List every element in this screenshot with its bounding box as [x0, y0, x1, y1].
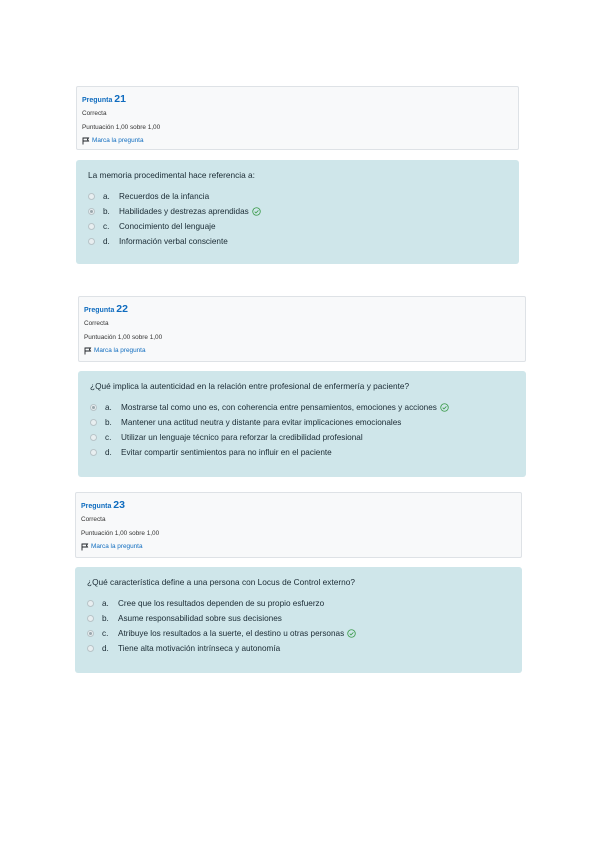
- answer-option[interactable]: [90, 400, 514, 415]
- answer-text: Habilidades y destrezas aprendidas: [119, 207, 249, 216]
- answer-option[interactable]: [87, 596, 510, 611]
- answer-letter: b.: [103, 207, 110, 216]
- answer-option[interactable]: [90, 445, 514, 460]
- answer-letter: d.: [103, 237, 110, 246]
- answer-letter: b.: [105, 418, 112, 427]
- answer-text: Información verbal consciente: [119, 237, 228, 246]
- question-grade: Puntuación 1,00 sobre 1,00: [82, 124, 161, 131]
- question-state: Correcta: [81, 516, 106, 523]
- answer-option[interactable]: [87, 626, 510, 641]
- radio-button[interactable]: [87, 600, 94, 607]
- question-info: [76, 86, 519, 150]
- answer-text: Mantener una actitud neutra y distante para evitar implicaciones emocionales: [121, 418, 402, 427]
- answer-list: [87, 596, 510, 656]
- answer-text: Cree que los resultados dependen de su propio esfuerzo: [118, 599, 325, 608]
- answer-text: Atribuye los resultados a la suerte, el destino u otras personas: [118, 629, 345, 638]
- answer-letter: b.: [102, 614, 109, 623]
- radio-button[interactable]: [88, 193, 95, 200]
- answer-letter: c.: [102, 629, 109, 638]
- answer-text: Recuerdos de la infancia: [119, 192, 210, 201]
- answer-letter: a.: [105, 403, 112, 412]
- question-state: Correcta: [82, 110, 107, 117]
- answer-list: [90, 400, 514, 460]
- question-content: [78, 371, 526, 477]
- question-content: [76, 160, 519, 264]
- answer-option[interactable]: [88, 189, 507, 204]
- answer-option[interactable]: [87, 611, 510, 626]
- radio-button[interactable]: [88, 238, 95, 245]
- flag-label: Marca la pregunta: [92, 137, 144, 144]
- question-text: La memoria procedimental hace referencia a:: [88, 170, 255, 180]
- question-number: Pregunta 23: [81, 499, 125, 511]
- answer-letter: a.: [102, 599, 109, 608]
- flag-icon: [82, 137, 90, 145]
- question-number: Pregunta 22: [84, 303, 128, 315]
- answer-letter: d.: [105, 448, 112, 457]
- answer-text: Evitar compartir sentimientos para no influir en el paciente: [121, 448, 332, 457]
- radio-button[interactable]: [88, 223, 95, 230]
- answer-option[interactable]: [88, 234, 507, 249]
- radio-button[interactable]: [90, 434, 97, 441]
- answer-option[interactable]: [88, 204, 507, 219]
- flag-question-link[interactable]: [84, 345, 519, 357]
- radio-button[interactable]: [90, 449, 97, 456]
- flag-question-link[interactable]: [81, 541, 515, 553]
- flag-question-link[interactable]: [82, 135, 512, 147]
- question-content: [75, 567, 522, 673]
- question-number: Pregunta 21: [82, 93, 126, 105]
- answer-text: Mostrarse tal como uno es, con coherencia entre pensamientos, emociones y acciones: [121, 403, 437, 412]
- flag-icon: [84, 347, 92, 355]
- answer-text: Conocimiento del lenguaje: [119, 222, 216, 231]
- question-text: ¿Qué implica la autenticidad en la relación entre profesional de enfermería y paciente?: [90, 381, 410, 391]
- radio-button[interactable]: [87, 645, 94, 652]
- answer-text: Tiene alta motivación intrínseca y autonomía: [118, 644, 281, 653]
- flag-icon: [81, 543, 89, 551]
- answer-option[interactable]: [90, 430, 514, 445]
- question-info: [78, 296, 526, 362]
- question-text: ¿Qué característica define a una persona con Locus de Control externo?: [87, 577, 355, 587]
- flag-label: Marca la pregunta: [91, 543, 143, 550]
- answer-text: Utilizar un lenguaje técnico para reforzar la credibilidad profesional: [121, 433, 363, 442]
- radio-button[interactable]: [90, 404, 97, 411]
- radio-button[interactable]: [90, 419, 97, 426]
- answer-option[interactable]: [88, 219, 507, 234]
- answer-option[interactable]: [87, 641, 510, 656]
- check-circle-icon: [347, 629, 356, 638]
- answer-text: Asume responsabilidad sobre sus decisiones: [118, 614, 282, 623]
- answer-letter: d.: [102, 644, 109, 653]
- radio-button[interactable]: [88, 208, 95, 215]
- question-grade: Puntuación 1,00 sobre 1,00: [84, 334, 163, 341]
- check-circle-icon: [252, 207, 261, 216]
- question-state: Correcta: [84, 320, 109, 327]
- answer-letter: a.: [103, 192, 110, 201]
- answer-letter: c.: [103, 222, 110, 231]
- answer-list: [88, 189, 507, 249]
- question-grade: Puntuación 1,00 sobre 1,00: [81, 530, 160, 537]
- check-circle-icon: [440, 403, 449, 412]
- answer-letter: c.: [105, 433, 112, 442]
- radio-button[interactable]: [87, 630, 94, 637]
- radio-button[interactable]: [87, 615, 94, 622]
- flag-label: Marca la pregunta: [94, 347, 146, 354]
- answer-option[interactable]: [90, 415, 514, 430]
- question-info: [75, 492, 522, 558]
